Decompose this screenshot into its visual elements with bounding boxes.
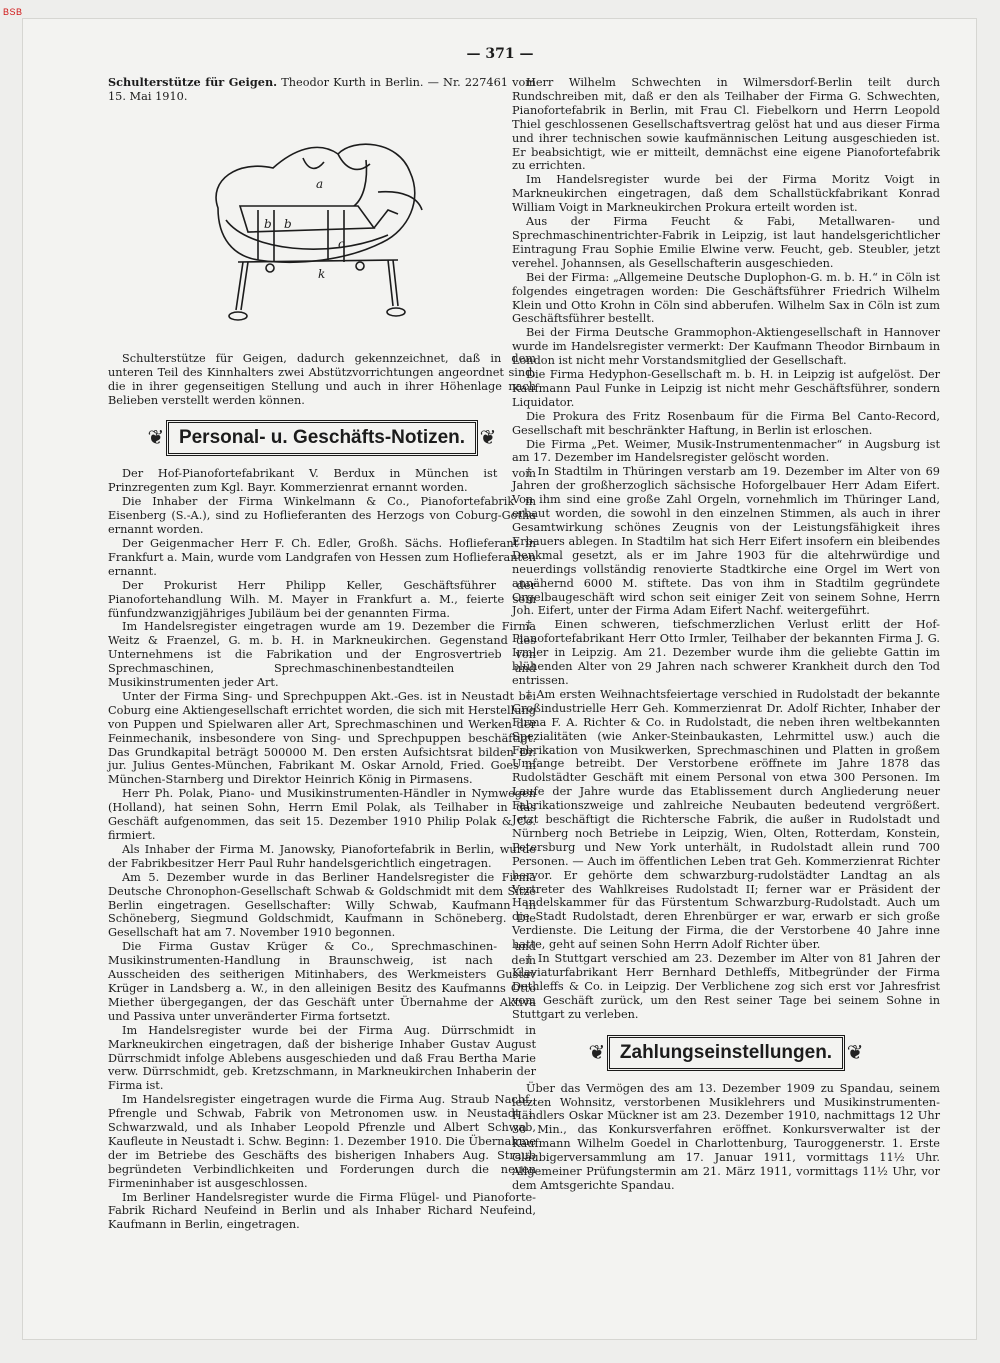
obituary-paragraph: † Am ersten Weihnachtsfeiertage verschied in Rudolstadt der bekannte Großindustrielle Herr Geh. Kommerzienrat Dr. Adolf Richter, Inhaber der Firma F. A. Richter & Co. in Rudolstadt, die neben ihren weltbekannten Spezialitäten (wie Anker-Steinbaukasten, Lehrmittel usw.) auch die Fabrikation von Musikwerken, Sprechmaschinen und Platten in großem Umfange betreibt. Der Verstorbene eröffnete im Jahre 1878 das Rudolstädter Geschäft mit einem Personal von etwa 300 Personen. Im Laufe der Jahre wurde das Etablissement durch Angliederung neuer Fabrikationszweige und zahlreiche Neubauten bedeutend vergrößert. Jetzt beschäftigt die Richtersche Fabrik, die außer in Rudolstadt und Nürnberg noch Betriebe in Leipzig, Wien, Olten, Rotterdam, Konstein, Petersburg und New York unterhält, in Rudolstadt allein rund 700 Personen. — Auch im öffentlichen Leben trat Geh. Kommerzienrat Richter hervor. Er gehörte dem schwarzburg-rudolstädter Landtag an als Vertreter des Wahlkreises Rudolstadt II; ferner war er Präsident der Handelskammer für das Fürstentum Schwarzburg-Rudolstadt. Auch um die Stadt Rudolstadt, deren Ehrenbürger er war, erwarb er sich große Verdienste. Die Leitung der Firma, die der Verstorbene 40 Jahre inne hatte, geht auf seinen Sohn Herrn Adolf Richter über. [512, 687, 940, 952]
right-column [512, 76, 940, 1193]
patent-tail: Theodor Kurth in Berlin. — Nr. 227461 vom 15. Mai 1910. [108, 76, 537, 103]
page-number: — 371 — [466, 46, 534, 62]
notice-paragraph: Im Handelsregister wurde bei der Firma Moritz Voigt in Markneukirchen eingetragen, daß dem Schallstückfabrikant Konrad William Voigt in Markneukirchen Prokura erteilt worden ist. [512, 173, 940, 215]
ornament-left-icon: ❦ [147, 425, 165, 450]
patent-figure [108, 110, 536, 342]
notice-paragraph: Die Inhaber der Firma Winkelmann & Co., Pianofortefabrik in Eisenberg (S.-A.), sind zu Hoflieferanten des Herzogs von Coburg-Gotha ernannt worden. [108, 495, 536, 537]
notice-paragraph: Herr Wilhelm Schwechten in Wilmersdorf-Berlin teilt durch Rundschreiben mit, daß er den als Teilhaber der Firma G. Schwechten, Pianofortefabrik in Berlin, mit Frau Cl. Fiebelkorn und Herrn Leopold Thiel geschlossenen Gesellschaftsvertrag gelöst hat und aus dieser Firma und ihrer technischen sowie kaufmännischen Leitung ausgeschieden ist. Er beabsichtigt, wie er mitteilt, demnächst eine eigene Pianofortefabrik zu errichten. [512, 76, 940, 173]
ornament-right-icon: ❦ [479, 425, 497, 450]
notice-paragraph: Bei der Firma: „Allgemeine Deutsche Duplophon-G. m. b. H.“ in Cöln ist folgendes eingetragen worden: Die Geschäftsführer Friedrich Wilhelm Klein und Otto Krohn in Cöln sind abberufen. Wilhelm Sax in Cöln ist zum Geschäftsführer bestellt. [512, 270, 940, 326]
left-column [108, 76, 536, 1232]
section-title-zahlung: Zahlungseinstellungen. [607, 1035, 845, 1071]
library-watermark: BSB [3, 7, 23, 17]
notice-paragraph: Der Prokurist Herr Philipp Keller, Geschäftsführer der Pianofortehandlung Wilh. M. Mayer in Frankfurt a. M., feierte sein fünfundzwanzigjähriges Jubiläum bei der genannten Firma. [108, 578, 536, 620]
ornament-right-icon: ❦ [846, 1039, 864, 1064]
figure-label-b1: b [264, 216, 272, 231]
notice-paragraph: Im Handelsregister wurde bei der Firma Aug. Dürrschmidt in Markneukirchen eingetragen, daß der bisherige Inhaber Gustav August Dürrschmidt infolge Ablebens ausgeschieden und daß Frau Bertha Marie verw. Dürrschmidt, geb. Kretzschmann, in Markneukirchen Inhaberin der Firma ist. [108, 1023, 536, 1093]
bankruptcy-paragraph: Über das Vermögen des am 13. Dezember 1909 zu Spandau, seinem letzten Wohnsitz, verstorbenen Musiklehrers und Musikinstrumenten-Händlers Oskar Mückner ist am 23. Dezember 1910, nachmittags 12 Uhr 30 Min., das Konkursverfahren eröffnet. Konkursverwalter ist der Kaufmann Wilhelm Goedel in Charlottenburg, Tauroggenerstr. 1. Erste Gläubigerversammlung am 17. Januar 1911, vormittags 11½ Uhr. Allgemeiner Prüfungstermin am 21. März 1911, vormittags 11½ Uhr, vor dem Amtsgerichte Spandau. [512, 1081, 940, 1192]
obituary-paragraph: † In Stuttgart verschied am 23. Dezember im Alter von 81 Jahren der Klaviaturfabrikant Herr Bernhard Dethleffs, Mitbegründer der Firma Dethleffs & Co. in Leipzig. Der Verblichene zog sich erst vor Jahresfrist vom Geschäft zurück, um den Rest seiner Tage bei seinem Sohne in Stuttgart zu verleben. [512, 952, 940, 1021]
notice-paragraph: Herr Ph. Polak, Piano- und Musikinstrumenten-Händler in Nymwegen (Holland), hat seinen Sohn, Herrn Emil Polak, als Teilhaber in das Geschäft aufgenommen, das seit 15. Dezember 1910 Philip Polak & Co. firmiert. [108, 787, 536, 842]
patent-entry [108, 76, 536, 104]
notice-paragraph: Im Handelsregister eingetragen wurde die Firma Aug. Straub Nachf., Pfrengle und Schwab, Fabrik von Metronomen usw. in Neustadt i. Schwarzwald, und als Inhaber Leopold Pfrenzle und Albert Schwab, Kaufleute in Neustadt i. Schw. Beginn: 1. Dezember 1910. Die Übernahme der im Betriebe des Geschäfts des bisherigen Inhabers Aug. Straub begründeten Verbindlichkeiten und Forderungen durch die neuen Firmeninhaber ist ausgeschlossen. [108, 1093, 536, 1190]
notice-paragraph: Die Firma Gustav Krüger & Co., Sprechmaschinen- und Musikinstrumenten-Handlung in Braunschweig, ist nach dem Ausscheiden des seitherigen Mitinhabers, des Werkmeisters Gustav Krüger in Landsberg a. W., in den alleinigen Besitz des Kaufmanns Otto Miether übergegangen, der das Geschäft unter Übernahme der Aktiva und Passiva unter unveränderter Firma fortsetzt. [108, 940, 536, 1023]
section-title-personal: Personal- u. Geschäfts-Notizen. [166, 420, 478, 456]
obituary-paragraph: † In Stadtilm in Thüringen verstarb am 19. Dezember im Alter von 69 Jahren der großherzoglich sächsische Hoforgelbauer Herr Adam Eifert. Von ihm sind eine große Zahl Orgeln, vornehmlich im Thüringer Land, erbaut worden, die sowohl in den einzelnen Stimmen, als auch in ihrer Gesamtwirkung schönes Zeugnis von der Leistungsfähigkeit ihres Erbauers ablegen. In Stadtilm hat sich Herr Eifert insofern ein bleibendes Denkmal gesetzt, als er im Jahre 1903 für die altehrwürdige und neuerdings vollständig renovierte Stadtkirche eine Orgel im Wert von annähernd 6000 M. stiftete. Das von ihm in Stadtilm gegründete Orgelbaugeschäft wird schon seit einiger Zeit von seinem Sohne, Herrn Joh. Eifert, unter der Firma Adam Eifert Nachf. weitergeführt. [512, 465, 940, 618]
notice-paragraph: Die Firma „Pet. Weimer, Musik-Instrumentenmacher“ in Augsburg ist am 17. Dezember im Handelsregister gelöscht worden. [512, 437, 940, 465]
figure-label-c: c [338, 236, 345, 251]
patent-heading: Schulterstütze für Geigen. [108, 75, 278, 89]
notice-paragraph: Der Geigenmacher Herr F. Ch. Edler, Großh. Sächs. Hoflieferant in Frankfurt a. Main, wurde vom Landgrafen von Hessen zum Hoflieferanten ernannt. [108, 536, 536, 578]
notice-paragraph: Als Inhaber der Firma M. Janowsky, Pianofortefabrik in Berlin, wurde der Fabrikbesitzer Herr Paul Ruhr handelsgerichtlich eingetragen. [108, 842, 536, 870]
figure-label-b2: b [284, 216, 292, 231]
section-header-zahlung [512, 1036, 940, 1070]
notice-paragraph: Bei der Firma Deutsche Grammophon-Aktiengesellschaft in Hannover wurde im Handelsregister vermerkt: Der Kaufmann Theodor Birnbaum in London ist nicht mehr Vorstandsmitglied der Gesellschaft. [512, 326, 940, 368]
notice-paragraph: Im Handelsregister eingetragen wurde am 19. Dezember die Firma Weitz & Fraenzel, G. m. b. H. in Markneukirchen. Gegenstand des Unternehmens ist die Fabrikation und der Engrosvertrieb von Sprechmaschinen, Sprechmaschinenbestandteilen und Musikinstrumenten jeder Art. [108, 620, 536, 690]
obituary-paragraph: † Einen schweren, tiefschmerzlichen Verlust erlitt der Hof-Pianofortefabrikant Herr Otto Irmler, Teilhaber der bekannten Firma J. G. Irmler in Leipzig. Am 21. Dezember wurde ihm die geliebte Gattin im blühenden Alter von 29 Jahren nach schwerer Krankheit durch den Tod entrissen. [512, 618, 940, 687]
notice-paragraph: Unter der Firma Sing- und Sprechpuppen Akt.-Ges. ist in Neustadt bei Coburg eine Aktiengesellschaft errichtet worden, die sich mit Herstellung von Puppen und Spielwaren aller Art, Sprechmaschinen und Werken der Feinmechanik, insbesondere von Sing- und Sprechpuppen beschäftigt. Das Grundkapital beträgt 500000 M. Den ersten Aufsichtsrat bilden Dr. jur. Julius Gentes-München, Fabrikant M. Oskar Arnold, Fried. Goes in München-Starnberg und Direktor Heinrich König in Pirmasens. [108, 689, 536, 787]
notice-paragraph: Die Prokura des Fritz Rosenbaum für die Firma Bel Canto-Record, Gesellschaft mit beschränkter Haftung, in Berlin ist erloschen. [512, 409, 940, 437]
figure-label-a: a [316, 176, 324, 191]
section-header-personal [108, 421, 536, 455]
notice-paragraph: Der Hof-Pianofortefabrikant V. Berdux in München ist vom Prinzregenten zum Kgl. Bayr. Kommerzienrat ernannt worden. [108, 467, 536, 495]
notice-paragraph: Im Berliner Handelsregister wurde die Firma Flügel- und Pianoforte-Fabrik Richard Neufeind in Berlin und als Inhaber Richard Neufeind, Kaufmann in Berlin, eingetragen. [108, 1190, 536, 1232]
notice-paragraph: Aus der Firma Feucht & Fabi, Metallwaren- und Sprechmaschinentrichter-Fabrik in Leipzig, ist laut handelsgerichtlicher Eintragung Frau Sophie Emilie Elwine verw. Feucht, geb. Steubler, jetzt verehel. Johannsen, als Gesellschafterin ausgeschieden. [512, 215, 940, 270]
violin-shoulder-rest-drawing [178, 110, 448, 340]
ornament-left-icon: ❦ [588, 1039, 606, 1064]
figure-label-k: k [318, 266, 326, 281]
notice-paragraph: Die Firma Hedyphon-Gesellschaft m. b. H. in Leipzig ist aufgelöst. Der Kaufmann Paul Funke in Leipzig ist nicht mehr Geschäftsführer, sondern Liquidator. [512, 368, 940, 409]
notice-paragraph: Am 5. Dezember wurde in das Berliner Handelsregister die Firma Deutsche Chronophon-Gesellschaft Schwab & Goldschmidt mit dem Sitze Berlin eingetragen. Gesellschafter: Willy Schwab, Kaufmann in Schöneberg, Siegmund Goldschmidt, Kaufmann in Schöneberg. Die Gesellschaft hat am 7. November 1910 begonnen. [108, 870, 536, 940]
patent-description: Schulterstütze für Geigen, dadurch gekennzeichnet, daß in dem unteren Teil des Kinnhalters zwei Abstützvorrichtungen angeordnet sind, die in ihrer gegenseitigen Stellung und auch in ihrer Höhenlage nach Belieben verstellt werden können. [108, 351, 536, 407]
